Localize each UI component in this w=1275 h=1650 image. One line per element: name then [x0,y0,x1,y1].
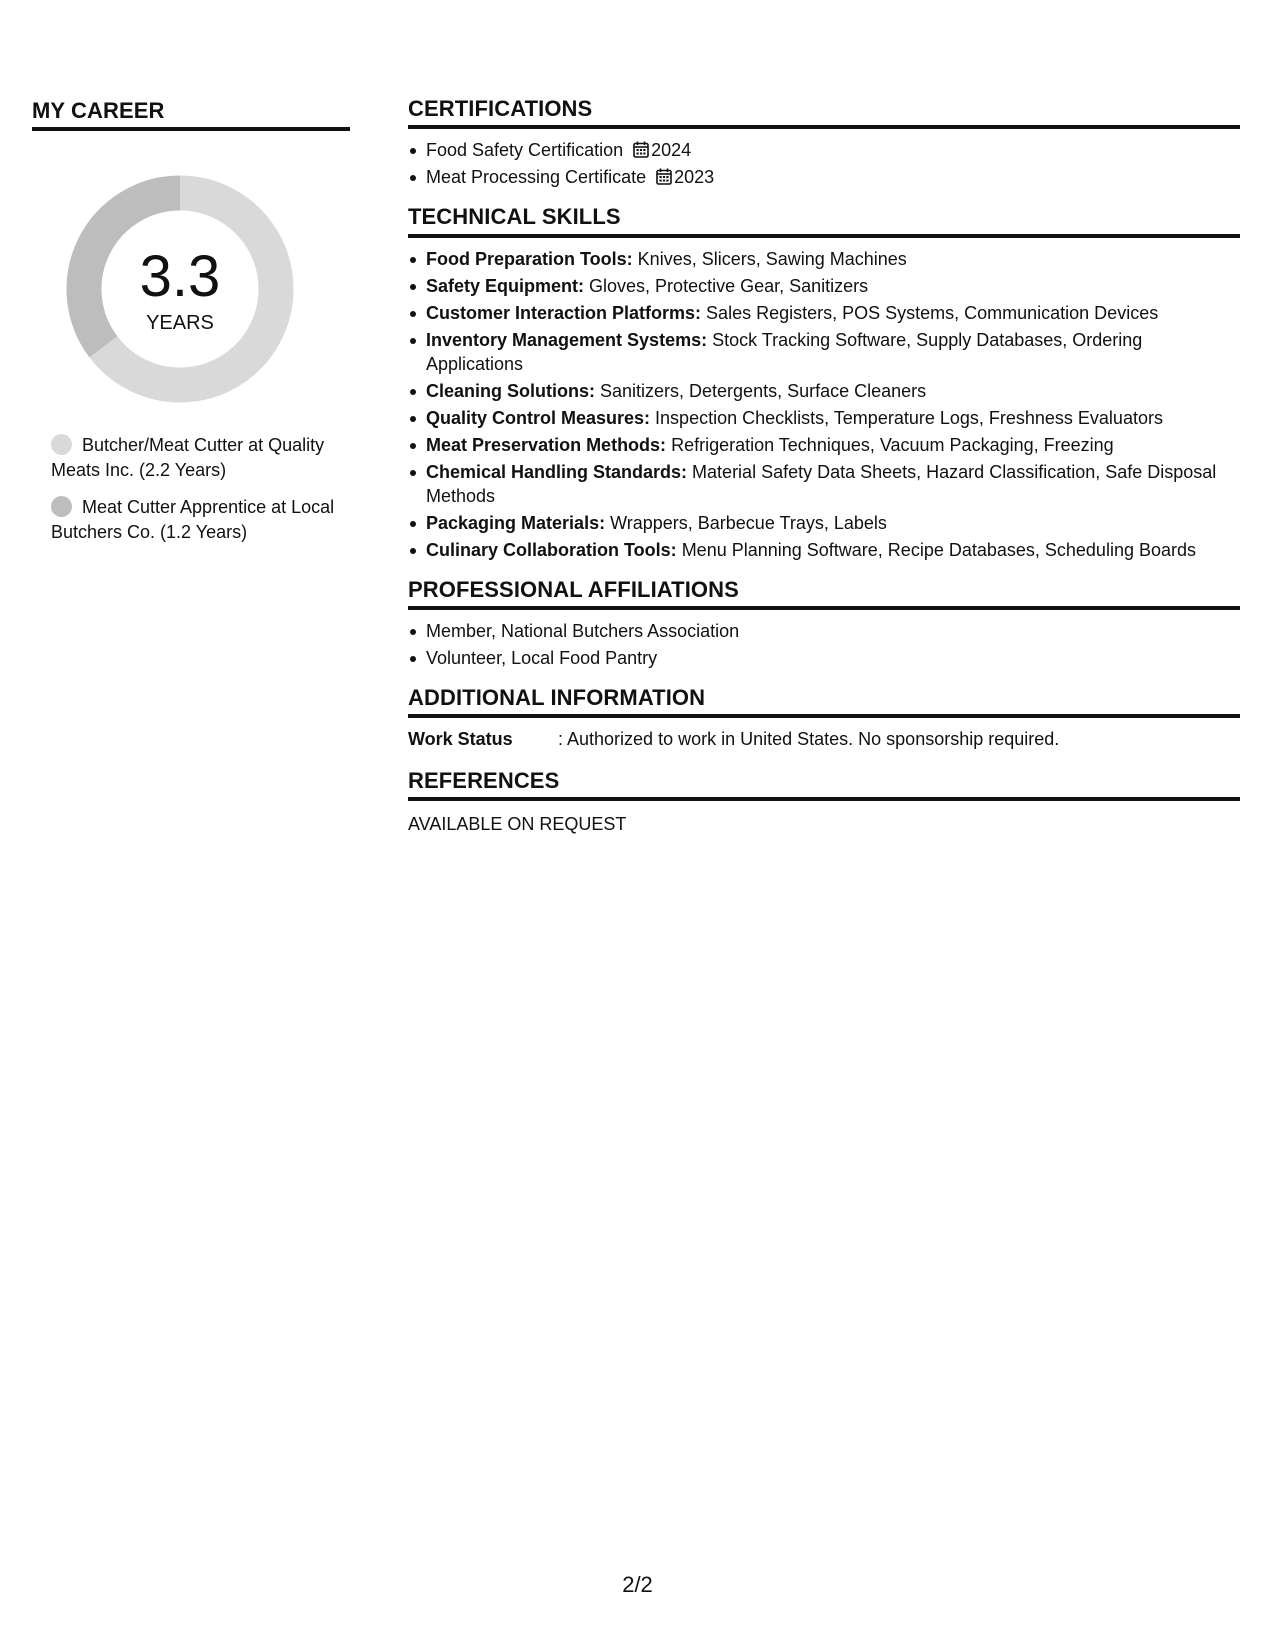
calendar-icon [656,168,672,185]
skill-name: Culinary Collaboration Tools: [426,539,677,560]
certification-item [408,165,1240,189]
skill-item [408,433,1240,457]
legend-label: Meat Cutter Apprentice at Local Butchers Co. (1.2 Years) [51,497,335,543]
skill-item [408,511,1240,535]
right-column [408,96,1240,836]
affiliations-heading: PROFESSIONAL AFFILIATIONS [408,577,1240,610]
skill-detail: Inspection Checklists, Temperature Logs, Freshness Evaluators [650,407,1163,428]
skill-detail: Menu Planning Software, Recipe Databases, Scheduling Boards [676,539,1196,560]
skill-name: Inventory Management Systems: [426,329,708,350]
certification-item [408,138,1240,162]
skill-item [408,328,1240,376]
skill-name: Cleaning Solutions: [426,380,595,401]
calendar-icon [633,141,649,158]
skill-detail: Material Safety Data Sheets, Hazard Classification, Safe Disposal Methods [426,461,1217,506]
references-heading: REFERENCES [408,768,1240,801]
skill-detail: Refrigeration Techniques, Vacuum Packaging, Freezing [666,434,1114,455]
skill-detail: Sales Registers, POS Systems, Communication Devices [701,302,1159,323]
skill-detail: Stock Tracking Software, Supply Databases, Ordering Applications [426,329,1143,374]
certifications-heading: CERTIFICATIONS [408,96,1240,129]
skill-name: Safety Equipment: [426,275,585,296]
legend-label: Butcher/Meat Cutter at Quality Meats Inc. (2.2 Years) [51,435,325,481]
legend-dot-icon [51,434,72,455]
skill-name: Chemical Handling Standards: [426,461,688,482]
skill-item [408,406,1240,430]
affiliation-item: Volunteer, Local Food Pantry [408,646,1240,670]
work-status-value: : Authorized to work in United States. No sponsorship required. [558,729,1060,750]
work-status-label: Work Status [408,729,513,750]
technical-skills-list [408,247,1240,562]
work-status-row [408,727,1240,751]
affiliations-list [408,619,1240,670]
skill-name: Customer Interaction Platforms: [426,302,702,323]
total-years-value: 3.3 [139,243,221,309]
skill-detail: Sanitizers, Detergents, Surface Cleaners [595,380,927,401]
total-years-unit: YEARS [146,311,214,334]
certification-name: Meat Processing Certificate [426,167,647,188]
legend-dot-icon [51,496,72,517]
certification-year: 2023 [674,167,715,188]
skill-item [408,274,1240,298]
certification-name: Food Safety Certification [426,140,624,161]
skill-item [408,379,1240,403]
skill-detail: Gloves, Protective Gear, Sanitizers [584,275,869,296]
skill-item [408,538,1240,562]
page-number: 2/2 [622,1572,653,1597]
career-heading: MY CAREER [32,98,350,131]
skill-detail: Wrappers, Barbecue Trays, Labels [605,512,887,533]
legend-item [51,495,351,545]
references-text: AVAILABLE ON REQUEST [408,814,627,835]
additional-info-heading: ADDITIONAL INFORMATION [408,685,1240,718]
skill-name: Food Preparation Tools: [426,248,633,269]
skill-item [408,301,1240,325]
affiliation-item: Member, National Butchers Association [408,619,1240,643]
donut-center-label [66,175,294,403]
skill-detail: Knives, Slicers, Sawing Machines [632,248,907,269]
certifications-list [408,138,1240,189]
skill-name: Packaging Materials: [426,512,606,533]
technical-skills-heading: TECHNICAL SKILLS [408,204,1240,237]
left-column [32,98,350,557]
skill-name: Quality Control Measures: [426,407,651,428]
skill-item [408,247,1240,271]
skill-item [408,460,1240,508]
skill-name: Meat Preservation Methods: [426,434,667,455]
career-legend [51,433,351,545]
legend-item [51,433,351,483]
career-donut-chart [66,175,294,403]
certification-year: 2024 [651,140,692,161]
